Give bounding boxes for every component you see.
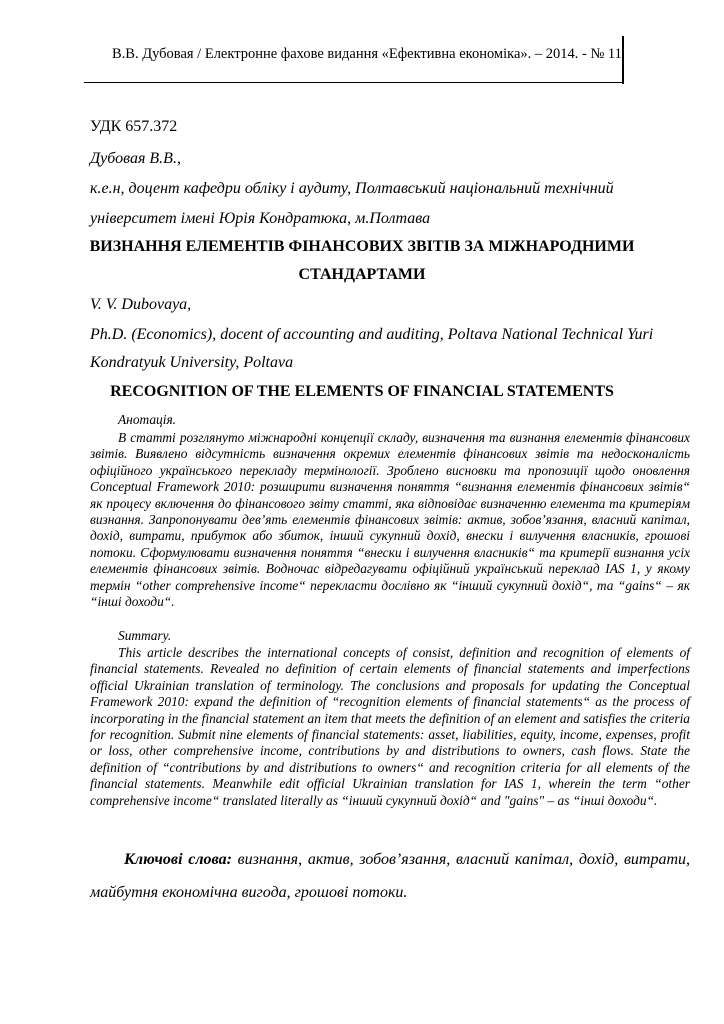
author-affiliation-en-line2: Kondratyuk University, Poltava <box>90 354 294 371</box>
header-vertical-rule <box>622 36 624 84</box>
keywords-label: Ключові слова: <box>124 851 232 868</box>
author-name-ua: Дубовая В.В., <box>90 150 181 167</box>
abstract-ua-text: В статті розглянуто міжнародні концепції складу, визначення та визнання елементів фінансових звітів. Виявлено відсутність визначення окремих елементів фінансових звітів та недосконалість офіційного українського перекладу термінології. Зроблено висновки та пропозиції щодо оновлення Conceptual Framework 2010: розширити визначення поняття “визнання елементів фінансових звітів“ як процесу включення до фінансового звіту статті, яка відповідає визначенню елемента та критеріям визнання. Запропонувати дев’ять елементів фінансових звітів: актив, зобов’язання, власний капітал, дохід, витрати, прибуток або збиток, інший сукупний дохід, внески і вилучення власників, грошові потоки. Сформулювати визначення поняття “внески і вилучення власників“ та критерії визнання усіх елементів фінансових звітів. Водночас відредагувати офіційний український переклад IAS 1, у якому термін “other comprehensive income“ перекласти дослівно як “інший сукупний дохід“, та “gains“ – як “інші доходи“. <box>90 430 690 610</box>
title-ua-line1: ВИЗНАННЯ ЕЛЕМЕНТІВ ФІНАНСОВИХ ЗВІТІВ ЗА МІЖНАРОДНИМИ <box>89 238 635 255</box>
author-affiliation-ua-line1: к.е.н, доцент кафедри обліку і аудиту, Полтавський національний технічний <box>90 180 614 197</box>
abstract-en-label: Summary. <box>118 628 172 643</box>
header-horizontal-rule <box>84 82 624 83</box>
udc-code: УДК 657.372 <box>90 118 178 135</box>
title-en: RECOGNITION OF THE ELEMENTS OF FINANCIAL STATEMENTS <box>110 383 614 400</box>
abstract-en-text: This article describes the international concepts of consist, definition and recognition of elements of financial statements. Revealed no definition of certain elements of financial statements and imperfections official Ukrainian translation of terminology. The conclusions and proposals for updating the Conceptual Framework 2010: expand the definition of “recognition elements of financial statements“ as the process of incorporating in the financial statement an item that meets the definition of an element and satisfies the criteria for recognition. Submit nine elements of financial statements: asset, liabilities, equity, income, expenses, profit or loss, other comprehensive income, contributions by and distributions to owners, cash flows. State the definition of “contributions by and distributions to owners“ and recognition criteria for all elements of the financial statements. Meanwhile edit official Ukrainian translation for IAS 1, wherein the term “other comprehensive income“ translated literally as “інший сукупний дохід“ and "gains" – as “інші доходи“. <box>90 645 690 808</box>
abstract-ua-label: Анотація. <box>118 412 177 427</box>
title-ua-line2: СТАНДАРТАМИ <box>298 266 426 283</box>
keywords-paragraph <box>90 843 690 909</box>
author-name-en: V. V. Dubovaya, <box>90 296 192 313</box>
running-head-text: В.В. Дубовая / Електронне фахове видання «Ефективна економіка». – 2014. - № 11 <box>112 46 622 62</box>
keywords-text: визнання, актив, зобов’язання, власний капітал, дохід, витрати, майбутня економічна вигода, грошові потоки. <box>90 851 691 901</box>
running-header <box>84 36 620 84</box>
author-affiliation-ua-line2: університет імені Юрія Кондратюка, м.Полтава <box>90 210 431 227</box>
author-affiliation-en-line1: Ph.D. (Economics), docent of accounting and auditing, Poltava National Technical Yuri <box>90 326 654 343</box>
